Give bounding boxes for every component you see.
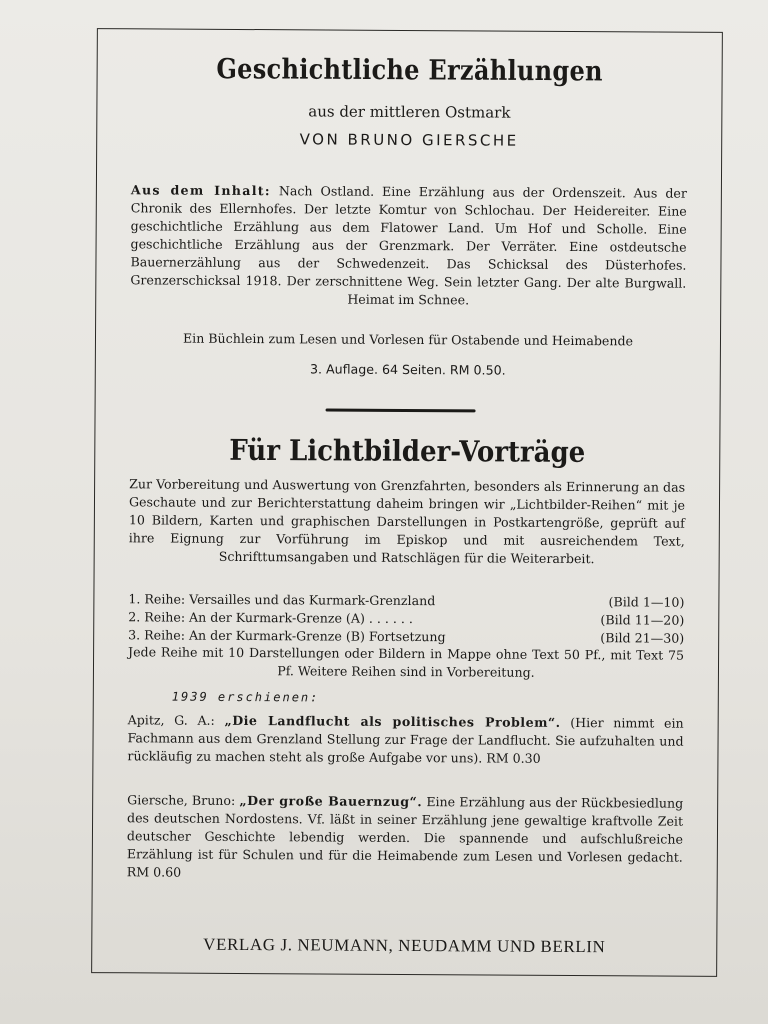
giersche-entry [127,791,684,884]
contents-text: Nach Ostland. Eine Erzählung aus der Ordenszeit. Aus der Chronik des Ellernhofes. Der letzte Komtur von Schlochau. Der Heidereiter. Eine geschichtliche Erzählung aus dem Flatower Land. Um Hof und Scholle. Eine geschichtliche Erzählung aus der Grenzmark. Der Verräter. Eine ostdeutsche Bauernerzählung aus der Schwedenzeit. Das Schicksal des Düsterhofes. Grenzerschicksal 1918. Der zerschnittene Weg. Sein letzter Gang. Der alte Burgwall. Heimat im Schnee. [130,183,687,308]
giersche-author: Giersche, Bruno: [127,792,236,808]
series-range: (Bild 11—20) [600,612,685,628]
giersche-title: „Der große Bauernzug“. [239,792,423,810]
booklet-note: Ein Büchlein zum Lesen und Vorlesen für Ostabende und Heimabende [182,330,634,349]
text-frame [91,28,723,977]
frame-content [126,29,688,975]
section-divider [326,409,476,413]
edition-info: 3. Auflage. 64 Seiten. RM 0.50. [309,361,506,378]
series-range: (Bild 1—10) [608,594,685,610]
published-label: 1939 erschienen: [171,689,320,705]
publisher-line: VERLAG J. NEUMANN, NEUDAMM UND BERLIN [203,934,606,957]
series-range: (Bild 21—30) [600,630,685,646]
apitz-title: „Die Landflucht als politisches Problem“. [224,712,561,730]
apitz-description: (Hier nimmt ein Fachmann aus dem Grenzland Stellung zur Frage der Landflucht. Sie aufzuhalten und rückläufig zu machen steht als große Aufgabe vor uns). RM 0.30 [127,715,684,766]
series-list [128,590,684,647]
contents-paragraph [130,181,687,310]
series-name: 1. Reihe: Versailles und das Kurmark-Grenzland [128,591,436,609]
page-subtitle: aus der mittleren Ostmark [308,102,511,122]
giersche-description: Eine Erzählung aus der Rückbesiedlung des deutschen Nordostens. Vf. läßt in seiner Erzählung jene gewaltige kraftvolle Zeit deutscher Geschichte lebendig werden. Die spannende und aufschlußreiche Erzählung ist für Schulen und für die Heimabende zum Lesen und Vorlesen gedacht. RM 0.60 [126,794,684,880]
section-title: Für Lichtbilder-Vorträge [229,434,586,470]
contents-label: Aus dem Inhalt: [130,182,271,199]
section-intro: Zur Vorbereitung und Auswertung von Grenzfahrten, besonders als Erinnerung an das Geschaute und zur Berichterstattung daheim bringen wir „Lichtbilder-Reihen“ mit je 10 Bildern, Karten und graphischen Darstellungen in Postkartengröße, geprüft auf ihre Eignung zur Vorführung im Episkop und mit ausreichendem Text, Schrifttumsangaben und Ratschlägen für die Weiterarbeit. [128,476,686,567]
price-note: Jede Reihe mit 10 Darstellungen oder Bildern in Mappe ohne Text 50 Pf., mit Text 75 Pf. Weitere Reihen sind in Vorbereitung. [128,644,685,680]
page-title: Geschichtliche Erzählungen [216,51,603,88]
series-name: 3. Reihe: An der Kurmark-Grenze (B) Fortsetzung [128,627,446,645]
series-name: 2. Reihe: An der Kurmark-Grenze (A) . . . . . . [128,609,413,627]
apitz-author: Apitz, G. A.: [127,712,215,728]
apitz-entry [127,711,683,768]
author-line: VON BRUNO GIERSCHE [299,130,519,150]
